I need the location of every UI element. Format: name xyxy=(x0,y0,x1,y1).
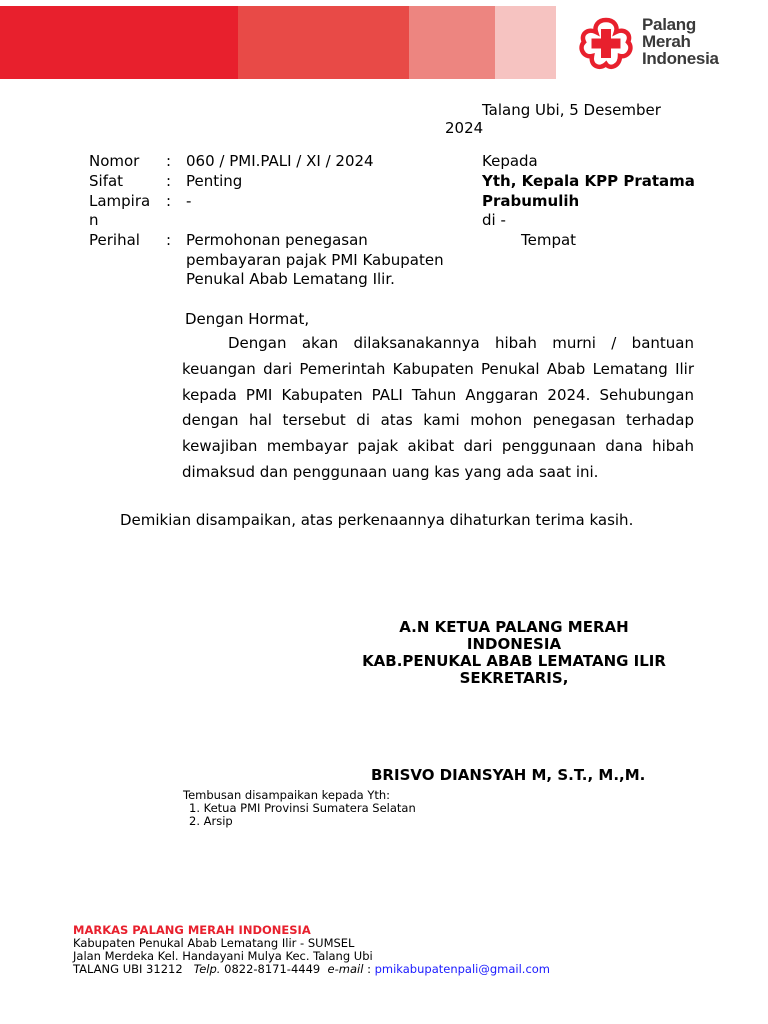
body-paragraph-text: Dengan akan dilaksanakannya hibah murni / bantuan keuangan dari Pemerintah Kabupaten Penukal Abab Lematang Ilir kepada PMI Kabupaten PALI Tahun Anggaran 2024. Sehubungan dengan hal tersebut di atas kami mohon penegasan terhadap kewajiban membayar pajak akibat dari penggunaan dana hibah dimaksud dan penggunaan uang kas yang ada saat ini. xyxy=(182,334,694,481)
logo-line-3: Indonesia xyxy=(642,49,719,68)
letterhead-band-coral xyxy=(238,6,409,79)
footer-email-label: e-mail xyxy=(327,962,364,976)
date-line-1: Talang Ubi, 5 Desember xyxy=(482,101,661,119)
recipient-line-1: Yth, Kepala KPP Pratama xyxy=(482,172,695,190)
letterhead-band-red xyxy=(0,6,238,79)
nomor-colon: : xyxy=(166,152,172,170)
tembusan-item-1: 1. Ketua PMI Provinsi Sumatera Selatan xyxy=(189,801,416,815)
sifat-colon: : xyxy=(166,172,172,190)
nomor-value: 060 / PMI.PALI / XI / 2024 xyxy=(186,152,374,170)
footer-title: MARKAS PALANG MERAH INDONESIA xyxy=(73,923,311,937)
pmi-logo xyxy=(578,14,758,74)
date-line-2: 2024 xyxy=(445,119,484,137)
logo-line-1: Palang xyxy=(642,15,696,34)
perihal-value-line-2: pembayaran pajak PMI Kabupaten xyxy=(186,251,444,269)
lampiran-label-1: Lampira xyxy=(89,192,151,210)
greeting: Dengan Hormat, xyxy=(185,310,310,328)
perihal-value-line-1: Permohonan penegasan xyxy=(186,231,368,249)
signatory-name: BRISVO DIANSYAH M, S.T., M.,M. xyxy=(371,766,646,784)
footer-line-2: Jalan Merdeka Kel. Handayani Mulya Kec. Talang Ubi xyxy=(73,949,373,963)
signature-line-1: A.N KETUA PALANG MERAH xyxy=(399,618,629,636)
red-cross-flower-icon xyxy=(578,14,634,72)
recipient-tempat: Tempat xyxy=(521,231,577,249)
lampiran-label-2: n xyxy=(89,211,99,229)
signature-line-3: KAB.PENUKAL ABAB LEMATANG ILIR xyxy=(362,652,666,670)
perihal-colon: : xyxy=(166,231,172,249)
letterhead-band-pink xyxy=(495,6,556,79)
nomor-label: Nomor xyxy=(89,152,140,170)
tembusan-title: Tembusan disampaikan kepada Yth: xyxy=(183,788,391,802)
perihal-value-line-3: Penukal Abab Lematang Ilir. xyxy=(186,270,395,288)
recipient-kepada: Kepada xyxy=(482,152,538,170)
logo-line-2: Merah xyxy=(642,32,691,51)
tembusan-item-2: 2. Arsip xyxy=(189,814,233,828)
signature-line-2: INDONESIA xyxy=(466,635,562,653)
letterhead-band-salmon xyxy=(409,6,495,79)
footer-telp-value: 0822-8171-4449 xyxy=(224,962,321,976)
signature-line-4: SEKRETARIS, xyxy=(459,669,569,687)
recipient-line-2: Prabumulih xyxy=(482,192,580,210)
footer-line-1: Kabupaten Penukal Abab Lematang Ilir - SUMSEL xyxy=(73,936,355,950)
footer-contact-line xyxy=(73,963,550,976)
recipient-di: di - xyxy=(482,211,506,229)
sifat-value: Penting xyxy=(186,172,243,190)
body-paragraph xyxy=(182,331,694,486)
lampiran-value: - xyxy=(186,192,192,210)
logo-wordmark xyxy=(642,16,719,67)
footer-email-sep: : xyxy=(367,962,371,976)
perihal-label: Perihal xyxy=(89,231,140,249)
closing-sentence: Demikian disampaikan, atas perkenaannya dihaturkan terima kasih. xyxy=(120,511,634,529)
footer-postal: TALANG UBI 31212 xyxy=(73,962,183,976)
lampiran-colon: : xyxy=(166,192,172,210)
footer-email-link[interactable]: pmikabupatenpali@gmail.com xyxy=(374,962,551,976)
sifat-label: Sifat xyxy=(89,172,124,190)
footer-telp-label: Telp. xyxy=(193,962,221,976)
